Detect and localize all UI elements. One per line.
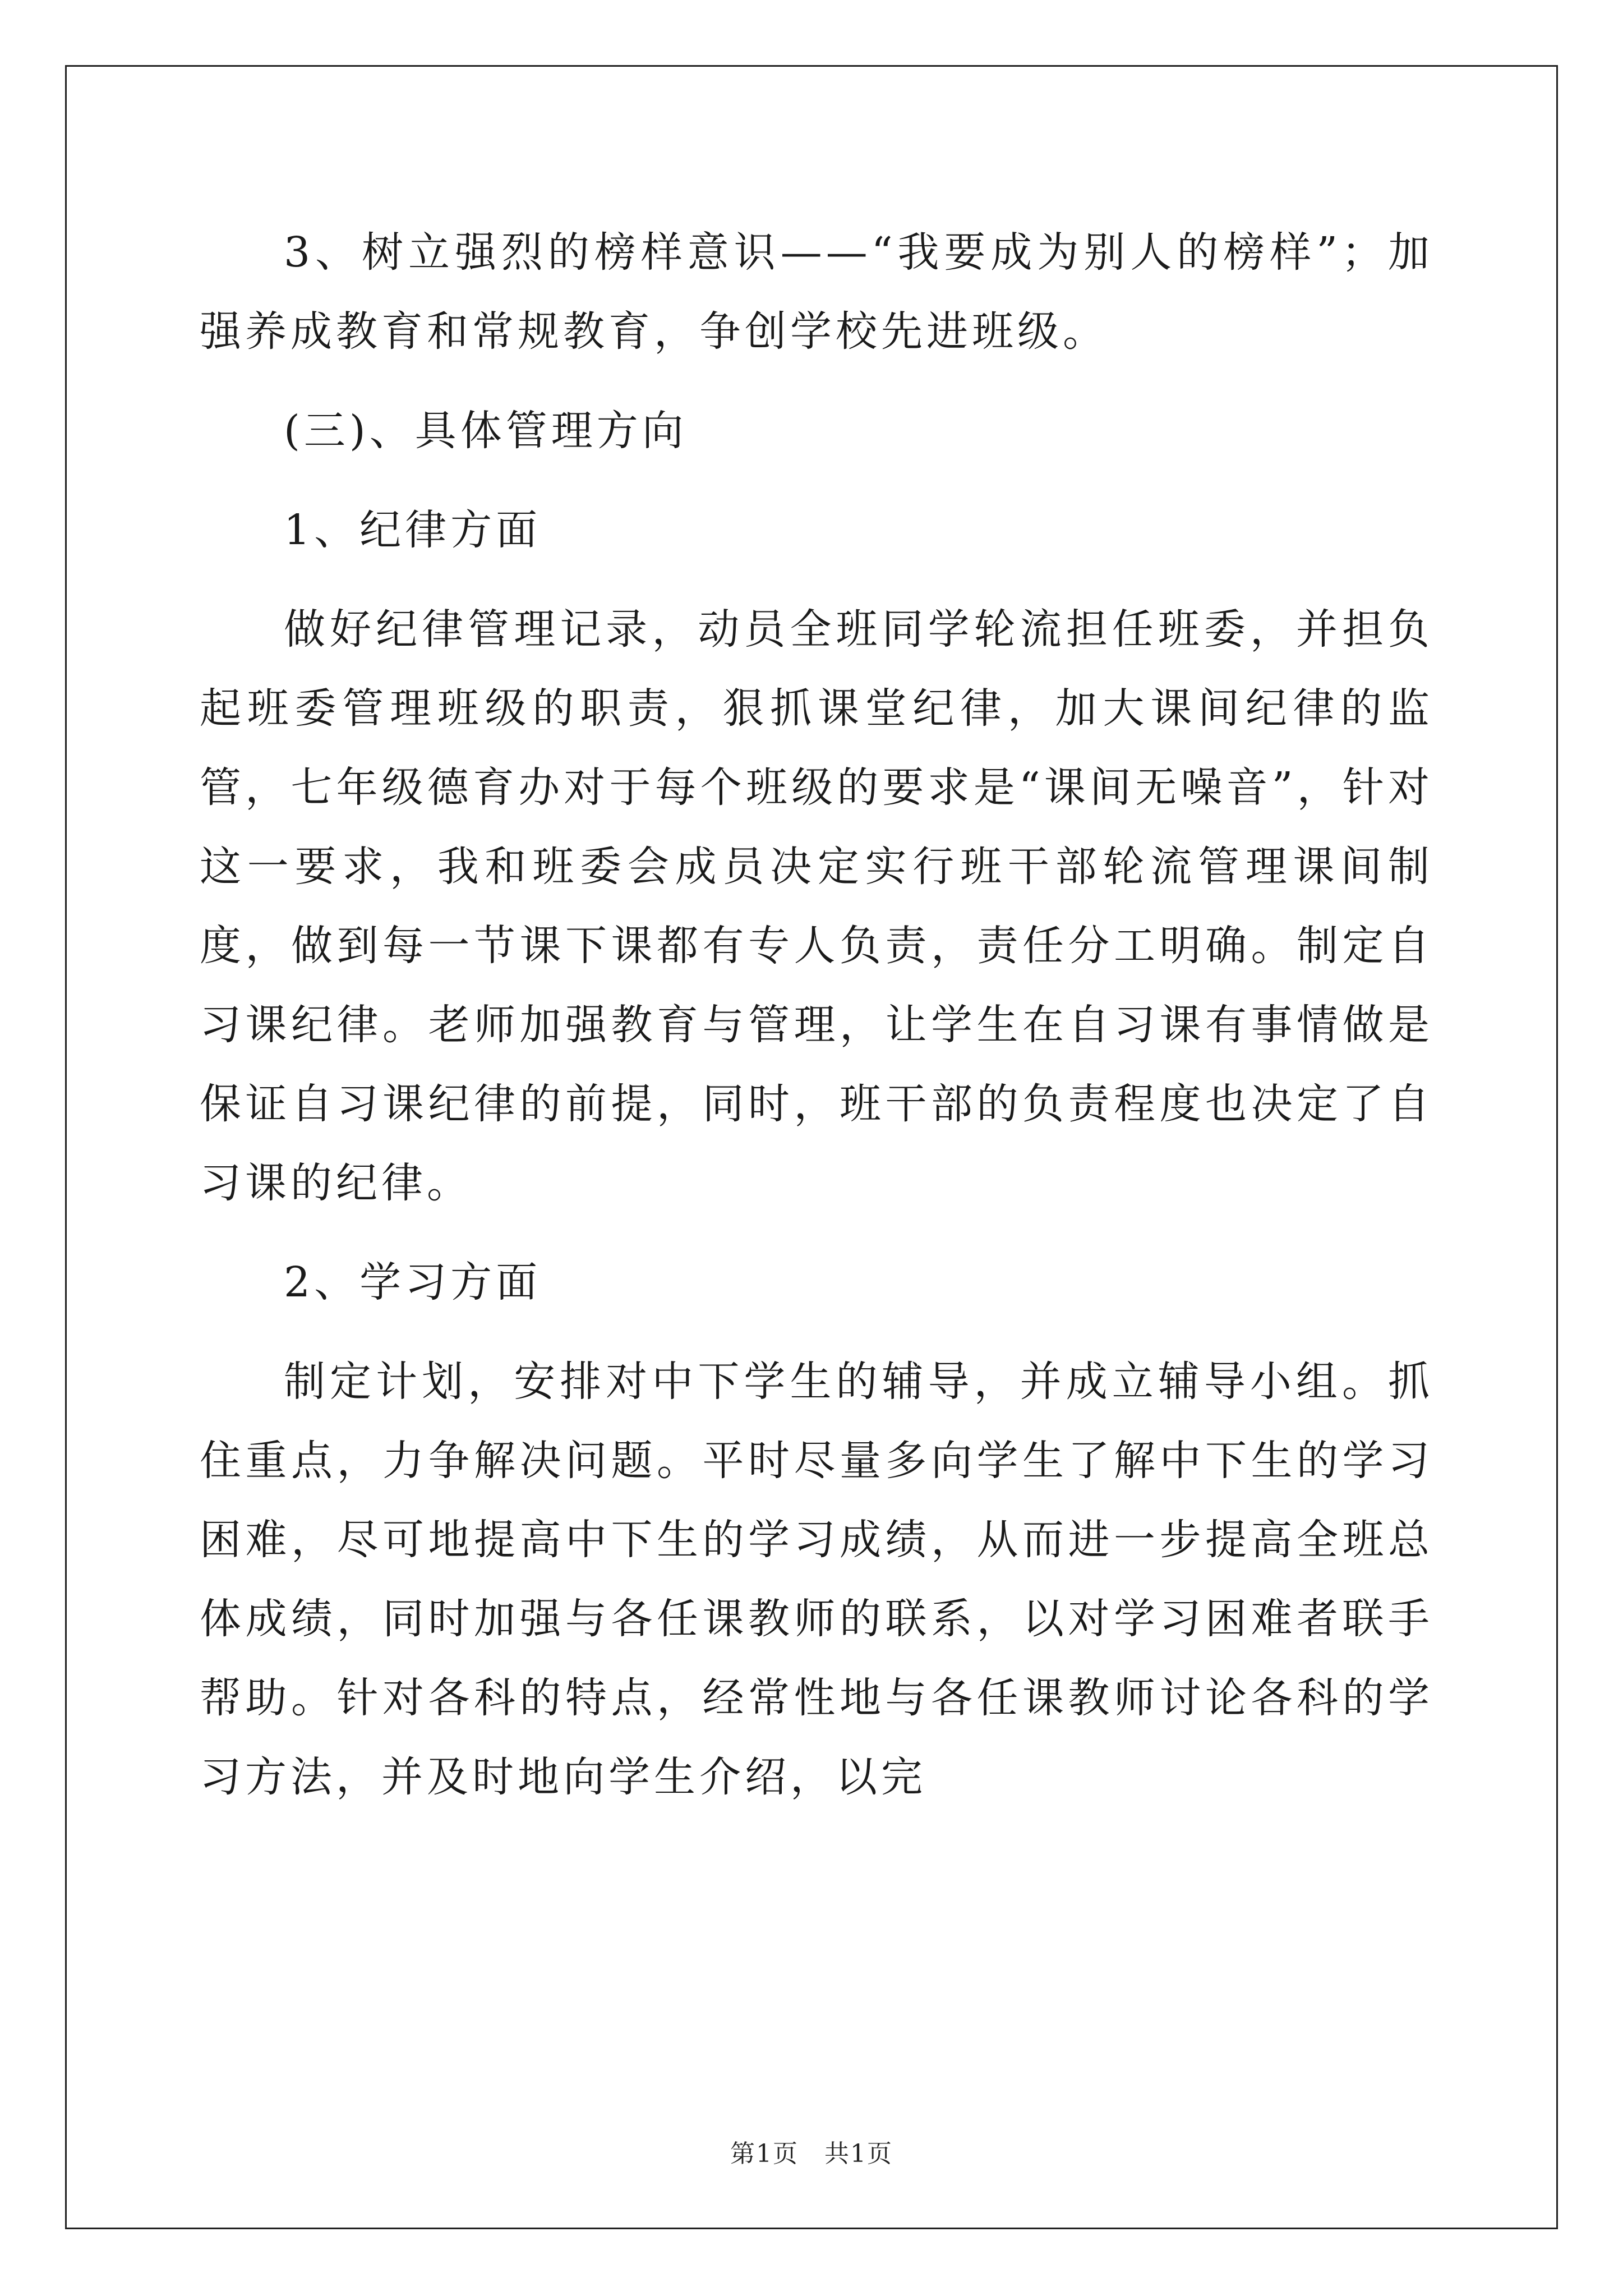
document-body bbox=[200, 213, 1433, 1817]
subheading-discipline: 1、纪律方面 bbox=[284, 506, 542, 554]
paragraph-role-model: 3、树立强烈的榜样意识——“我要成为别人的榜样”；加强养成教育和常规教育，争创学校先进班级。 bbox=[200, 228, 1433, 356]
paragraph-discipline: 做好纪律管理记录，动员全班同学轮流担任班委，并担负起班委管理班级的职责，狠抓课堂纪律，加大课间纪律的监管，七年级德育办对于每个班级的要求是“课间无噪音”，针对这一要求，我和班委会成员决定实行班干部轮流管理课间制度，做到每一节课下课都有专人负责，责任分工明确。制定自习课纪律。老师加强教育与管理，让学生在自习课有事情做是保证自习课纪律的前提，同时，班干部的负责程度也决定了自习课的纪律。 bbox=[200, 605, 1433, 1207]
section-heading-management: (三)、具体管理方向 bbox=[284, 407, 688, 455]
paragraph-study: 制定计划，安排对中下学生的辅导，并成立辅导小组。抓住重点，力争解决问题。平时尽量多向学生了解中下生的学习困难，尽可地提高中下生的学习成绩，从而进一步提高全班总体成绩，同时加强与各任课教师的联系，以对学习困难者联手帮助。针对各科的特点，经常性地与各任课教师讨论各科的学习方法，并及时地向学生介绍，以完 bbox=[200, 1358, 1433, 1801]
subheading-study: 2、学习方面 bbox=[284, 1258, 542, 1306]
page-number: 第1页 共1页 bbox=[730, 2139, 893, 2168]
